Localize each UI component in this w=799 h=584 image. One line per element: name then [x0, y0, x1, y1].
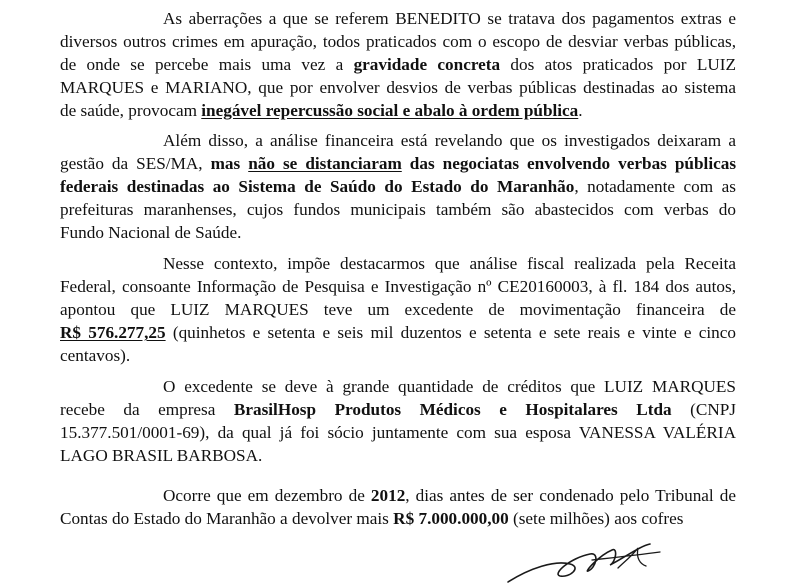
- text-segment: MARQUES e MARIANO, que por envolver desvios de verbas públicas destinadas ao sistema: [60, 78, 736, 97]
- text-line: [60, 30, 736, 53]
- text-line: [60, 129, 736, 152]
- text-segment: (sete milhões) aos cofres: [508, 509, 684, 528]
- text-segment: diversos outros crimes em apuração, todos praticados com o escopo de desviar verbas públicas,: [60, 32, 736, 51]
- emphasized-text: BrasilHosp Produtos Médicos e Hospitalares Ltda: [233, 400, 672, 419]
- text-line: [60, 507, 736, 530]
- emphasized-text: R$ 7.000.000,00: [393, 509, 509, 528]
- text-line: [60, 398, 736, 421]
- text-line: [60, 198, 736, 221]
- text-segment: As aberrações a que se referem BENEDITO se tratava dos pagamentos extras e: [163, 9, 736, 28]
- text-line: [60, 7, 736, 30]
- emphasized-text: R$ 576.277,25: [60, 323, 166, 342]
- text-line: [60, 221, 736, 244]
- text-line: [60, 444, 736, 467]
- text-segment: Além disso, a análise financeira está revelando que os investigados deixaram a: [163, 131, 736, 150]
- text-segment: (CNPJ: [671, 400, 736, 419]
- paragraph-contexto-receita: [60, 252, 736, 367]
- emphasized-text: 2012: [370, 486, 406, 505]
- paragraph-dezembro-2012: [60, 484, 736, 530]
- text-line: [60, 175, 736, 198]
- text-segment: Contas do Estado do Maranhão a devolver mais: [60, 509, 394, 528]
- text-segment: Federal, consoante Informação de Pesquisa e Investigação nº CE20160003, à fl. 184 dos autos,: [60, 277, 736, 296]
- text-segment: Nesse contexto, impõe destacarmos que análise fiscal realizada pela Receita: [163, 254, 736, 273]
- emphasized-text: federais destinadas ao Sistema de Saúdo do Estado do Maranhão: [60, 177, 575, 196]
- text-line: [60, 421, 736, 444]
- text-segment: dos atos praticados por LUIZ: [500, 55, 736, 74]
- text-segment: gestão da SES/MA,: [60, 154, 211, 173]
- text-line: [60, 99, 736, 122]
- emphasized-text: não se distanciaram: [248, 154, 402, 173]
- emphasized-text: das negociatas envolvendo verbas públicas: [401, 154, 737, 173]
- text-segment: centavos).: [60, 346, 131, 365]
- text-line: [60, 53, 736, 76]
- emphasized-text: inegável repercussão social e abalo à ordem pública: [201, 101, 579, 120]
- text-segment: 15.377.501/0001-69), da qual já foi sócio juntamente com sua esposa VANESSA VALÉRIA: [60, 423, 736, 442]
- text-segment: apontou que LUIZ MARQUES teve um excedente de movimentação financeira de: [60, 300, 736, 319]
- text-segment: Fundo Nacional de Saúde.: [60, 223, 242, 242]
- text-line: [60, 344, 736, 367]
- emphasized-text: mas: [210, 154, 249, 173]
- text-line: [60, 298, 736, 321]
- text-segment: .: [578, 101, 583, 120]
- text-line: [60, 76, 736, 99]
- text-segment: (quinhetos e setenta e seis mil duzentos e setenta e sete reais e vinte e cinco: [165, 323, 736, 342]
- signature-icon: [500, 538, 680, 584]
- text-segment: , dias antes de ser condenado pelo Tribunal de: [405, 486, 736, 505]
- text-segment: O excedente se deve à grande quantidade de créditos que LUIZ MARQUES: [163, 377, 736, 396]
- text-line: [60, 484, 736, 507]
- text-segment: prefeituras maranhenses, cujos fundos municipais também são abastecidos com verbas do: [60, 200, 736, 219]
- paragraph-analise-financeira: [60, 129, 736, 244]
- text-line: [60, 152, 736, 175]
- paragraph-aberracoes: [60, 7, 736, 122]
- text-line: [60, 375, 736, 398]
- text-line: [60, 275, 736, 298]
- emphasized-text: gravidade concreta: [353, 55, 501, 74]
- text-segment: de onde se percebe mais uma vez a: [60, 55, 354, 74]
- paragraph-excedente: [60, 375, 736, 467]
- text-segment: LAGO BRASIL BARBOSA.: [60, 446, 263, 465]
- text-segment: , notadamente com as: [574, 177, 736, 196]
- text-line: [60, 321, 736, 344]
- text-line: [60, 252, 736, 275]
- text-segment: Ocorre que em dezembro de: [163, 486, 371, 505]
- text-segment: recebe da empresa: [60, 400, 234, 419]
- text-segment: de saúde, provocam: [60, 101, 202, 120]
